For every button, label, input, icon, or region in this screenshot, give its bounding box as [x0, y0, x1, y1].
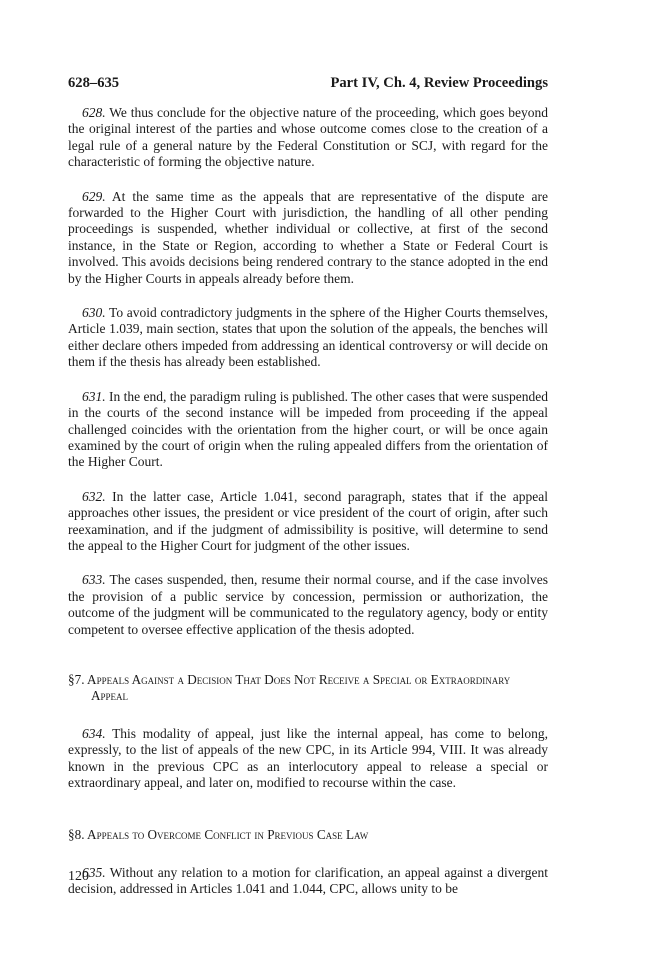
- paragraph-632: [68, 489, 548, 555]
- paragraph-634: [68, 726, 548, 792]
- paragraph-628: [68, 105, 548, 171]
- page-number: 120: [68, 869, 89, 884]
- header-paragraph-range: 628–635: [68, 75, 120, 91]
- running-header: [68, 74, 548, 92]
- paragraph-number: 634.: [82, 725, 106, 741]
- section-7-heading: §7. Appeals Against a Decision That Does Not Receive a Special or Extraordinary Appeal: [68, 671, 511, 704]
- paragraph-text: The cases suspended, then, resume their normal course, and if the case involves the provision of a public service by concession, permission or authorization, the outcome of the judgment will be communicated to the regulatory agency, body or entity competent to oversee effective application of the thesis adopted.: [68, 572, 548, 637]
- paragraph-635: [68, 865, 548, 898]
- paragraph-number: 635.: [82, 864, 106, 880]
- paragraph-number: 631.: [82, 388, 106, 404]
- paragraph-text: Without any relation to a motion for clarification, an appeal against a divergent decision, addressed in Articles 1.041 and 1.044, CPC, allows unity to be: [68, 864, 548, 897]
- paragraph-629: [68, 189, 548, 287]
- paragraph-text: In the end, the paradigm ruling is published. The other cases that were suspended in the courts of the second instance will be impeded from proceeding if the appeal challenged coincides with the orientation from the higher court, or will be once again examined by the court of origin when the ruling appealed differs from the orientation of the Higher Court.: [68, 388, 549, 470]
- header-chapter-title: Part IV, Ch. 4, Review Proceedings: [330, 75, 548, 91]
- paragraph-text: To avoid contradictory judgments in the sphere of the Higher Courts themselves, Article 1.039, main section, states that upon the solution of the appeals, the benches will either declare others impeded from addressing an identical controversy or will decide on them if the thesis has already been established.: [68, 305, 548, 370]
- paragraph-number: 630.: [82, 305, 106, 321]
- paragraph-text: We thus conclude for the objective nature of the proceeding, which goes beyond the original interest of the parties and whose outcome comes close to the creation of a legal rule of a general nature by the Federal Constitution or SCJ, with regard for the characteristic of forming the objective nature.: [68, 105, 548, 170]
- paragraph-631: [68, 389, 548, 471]
- paragraph-number: 628.: [82, 105, 106, 120]
- paragraph-number: 629.: [82, 188, 106, 204]
- paragraph-text: At the same time as the appeals that are representative of the dispute are forwarded to the Higher Court with jurisdiction, the handling of all other pending proceedings is suspended, whether individual or collective, at first of the second instance, in the State or Region, according to whether a State or Federal Court is involved. This avoids decisions being rendered contrary to the stance adopted in the end by the Higher Courts in appeals already before them.: [68, 188, 548, 286]
- book-page: [68, 74, 548, 916]
- paragraph-number: 633.: [82, 572, 106, 588]
- paragraph-text: In the latter case, Article 1.041, second paragraph, states that if the appeal approaches other issues, the president or vice president of the court of origin, after such reexamination, and if the judgment of admissibility is positive, will determine to send the appeal to the Higher Court for judgment of the other issues.: [68, 488, 549, 553]
- paragraph-text: This modality of appeal, just like the internal appeal, has come to belong, expressly, to the list of appeals of the new CPC, in its Article 994, VIII. It was already known in the previous CPC as an interlocutory appeal to release a special or extraordinary appeal, and later on, modified to recourse within the case.: [68, 725, 548, 790]
- paragraph-number: 632.: [82, 488, 106, 504]
- paragraph-633: [68, 572, 548, 638]
- paragraph-630: [68, 305, 548, 371]
- section-8-heading: §8. Appeals to Overcome Conflict in Previous Case Law: [68, 827, 369, 843]
